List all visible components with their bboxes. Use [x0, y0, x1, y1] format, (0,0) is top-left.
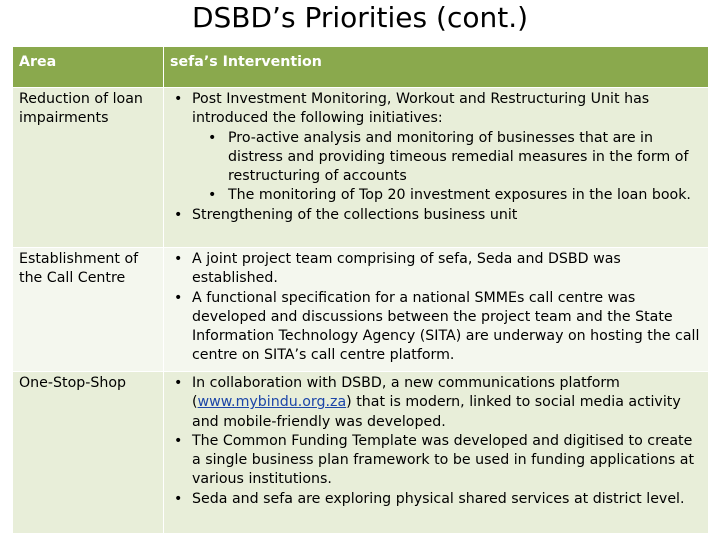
bullet-item: • The Common Funding Template was developed and digitised to create a single business plan framework to be used in funding applications at various institutions. — [170, 432, 702, 490]
area-cell: Reduction of loan impairments — [13, 88, 164, 248]
bullet-item: • A functional specification for a national SMMEs call centre was developed and discussions between the project team and the State Information Technology Agency (SITA) are underway on hosting the call centre on SITA’s call centre platform. — [170, 289, 702, 366]
bullet-item — [170, 374, 702, 432]
table-row — [13, 372, 709, 534]
table-header-row — [13, 47, 709, 88]
bullet-text: Post Investment Monitoring, Workout and Restructuring Unit has introduced the following initiatives: — [192, 91, 650, 127]
bullet-text: In collaboration with DSBD, a new communications platform ( — [192, 375, 620, 411]
sub-bullet-list — [192, 129, 702, 206]
bullet-item: • Strengthening of the collections business unit — [170, 206, 702, 225]
mybindu-link[interactable]: www.mybindu.org.za — [197, 394, 347, 411]
priorities-table — [12, 46, 709, 534]
bullet-text: ) that is modern, linked to social media activity and mobile-friendly was developed. — [192, 394, 681, 430]
bullet-list — [170, 250, 702, 366]
bullet-item: • A joint project team comprising of sefa, Seda and DSBD was established. — [170, 250, 702, 289]
intervention-cell — [164, 248, 709, 372]
slide-title: DSBD’s Priorities (cont.) — [191, 1, 529, 34]
intervention-cell — [164, 88, 709, 248]
bullet-item: • Seda and sefa are exploring physical shared services at district level. — [170, 490, 702, 509]
sub-bullet-item: • Pro-active analysis and monitoring of businesses that are in distress and providing timeous remedial measures in the form of restructuring of accounts — [170, 129, 702, 187]
bullet-item — [170, 90, 702, 206]
sub-bullet-item: • The monitoring of Top 20 investment exposures in the loan book. — [170, 186, 702, 205]
table-row — [13, 88, 709, 248]
area-cell: Establishment of the Call Centre — [13, 248, 164, 372]
bullet-list — [170, 374, 702, 509]
bullet-list — [170, 90, 702, 225]
header-area: Area — [13, 47, 164, 88]
header-intervention: sefa’s Intervention — [164, 47, 709, 88]
area-cell: One-Stop-Shop — [13, 372, 164, 534]
intervention-cell — [164, 372, 709, 534]
table-row — [13, 248, 709, 372]
